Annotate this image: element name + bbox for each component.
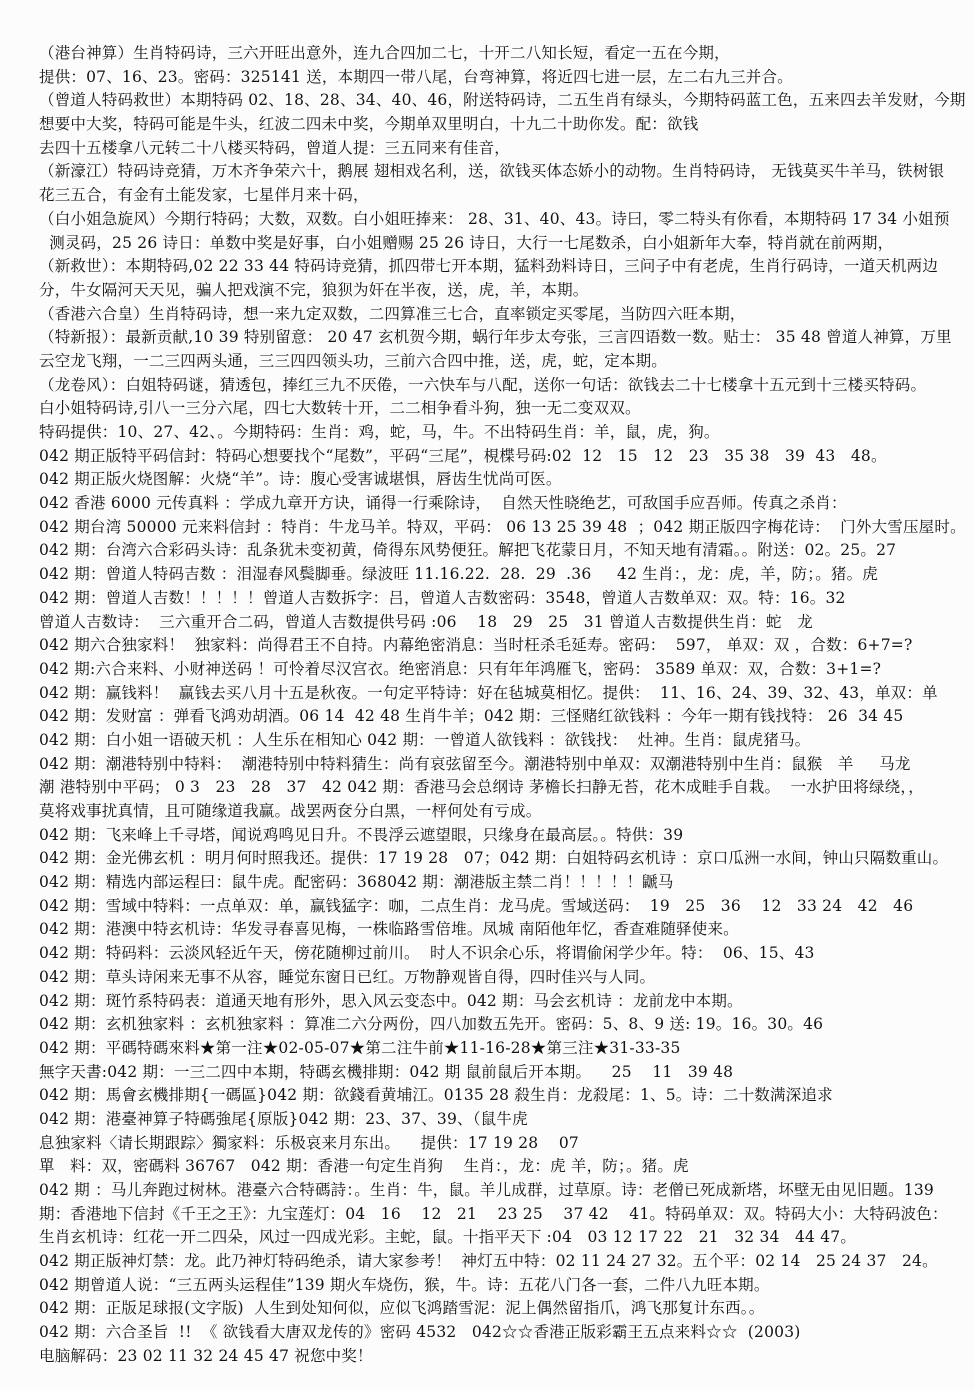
text-line: （曾道人特码救世）本期特码 02、18、28、34、40、46，附送特码诗，二五生肖有绿头，今期特码蓝工色，五来四去羊发财，今期 [39,91,966,110]
text-line: 單 料：双，密碼料 36767 042 期：香港一句定生肖狗 生肖：，龙：虎 羊，防；。猪。虎 [39,1157,689,1176]
text-line: 042 期：特码料：云淡风轻近午天，傍花随柳过前川。 时人不识余心乐，将谓偷闲学少年。特： 06、15、43 [39,944,815,963]
text-line: 曾道人吉数诗： 三六重开合二码，曾道人吉数提供号码 :06 18 29 25 31 曾道人吉数提供生肖：蛇 龙 [39,612,813,631]
text-line: 042 期：台湾六合彩码头诗：乱条犹未变初黄，倚得东风势便狂。解把飞花蒙日月，不知天地有清霜。。附送：02。25。27 [39,541,897,560]
text-line: 去四十五楼拿八元转二十八楼买特码，曾道人提：三五同来有佳音， [39,138,511,157]
text-line: 042 期：六合圣旨 !! 《 欲钱看大唐双龙传的》密码 4532 042☆☆香港正版彩霸王五点来料☆☆ (2003) [39,1323,801,1342]
text-line: 042 期正版火烧图解：火烧“羊”。诗：腹心受害诚堪惧，唇齿生忧尚可医。 [39,470,562,489]
text-line: 提供：07、16、23。密码：325141 送，本期四一带八尾，台弯神算，将近四七进一层，左二右九三并合。 [39,67,793,86]
text-line: 042 期：雪域中特料：一点单双：单，赢钱猛字：咖，二点生肖：龙马虎。雪域送码： 19 25 36 12 33 24 42 46 [39,896,914,915]
text-line: 無字天書:042 期：一三二四中本期，特碼玄機排期：042 期 鼠前鼠后开本期。 25 11 39 48 [39,1062,734,1081]
text-line: 白小姐特码诗,引八一三分六尾，四七大数转十开，二二相争看斗狗，独一无二变双双。 [39,399,641,418]
text-line: 042 期：曾道人特码吉数 ：泪湿春风鬓脚垂。绿波旺 11.16.22. 28. 29 .36 42 生肖：，龙：虎，羊，防；。猪。虎 [39,565,878,584]
text-line: 042 期：港澳中特玄机诗：华发寻春喜见梅，一株临路雪倍堆。凤城 南陌他年忆，香查难随驿使来。 [39,920,739,939]
text-line: 042 期六合独家料！ 独家料：尚得君王不自持。内幕绝密消息：当时枉杀毛延寿。密码： 597， 单双：双 ，合数：6+7=? [39,636,913,655]
document-body [39,42,970,1369]
text-line: （香港六合皇）生肖特码诗，想一来九定双数，二四算准三七合，直率锁定买零尾，当防四六旺本期， [39,304,746,323]
text-line: 042 期：发财富 ：弹看飞鸿劝胡酒。06 14 42 48 生肖牛羊；042 期：三怪赌红欲钱料 ：今年一期有钱找特： 26 34 45 [39,707,904,726]
text-line: 042 期：馬會玄機排期{一碼區}042 期：欲錢看黄埔江。0135 28 殺生肖：龙殺尾：1、5。诗：二十数满深追求 [39,1086,833,1105]
text-line: 042 期：曾道人吉数！！！！！曾道人吉数拆字：吕，曾道人吉数密码：3548，曾道人吉数单双：双。特：16。32 [39,588,846,607]
text-line: （白小姐急旋风）今期行特码；大数，双数。白小姐旺捧来： 28、31、40、43。诗曰，零二特头有你看，本期特码 17 34 小姐预 [39,209,950,228]
text-line: 042 期：草头诗闲来无事不从容，睡觉东窗日已红。万物静观皆自得，四时佳兴与人同。 [39,967,656,986]
text-line: 分，牛女隔河天天见，骗人把戏演不完，狼狈为奸在半夜，送，虎，羊，本期。 [39,280,589,299]
text-line: 042 期台湾 50000 元来料信封 ：特肖：牛龙马羊。特双，平码： 06 13 25 39 48 ；042 期正版四字梅花诗： 门外大雪压屋时。 [39,517,966,536]
text-line: 042 香港 6000 元传真料 ：学成九章开方诀，诵得一行乘除诗， 自然天性晓绝艺，可敌国手应吾师。传真之杀肖： [39,494,847,513]
text-line: 云空龙飞翔，一二三四两头通，三三四四领头功，三前六合四中推，送，虎，蛇，定本期。 [39,351,668,370]
text-line: 042 期：白小姐一语破天机 ：人生乐在相知心 042 期：一曾道人欲钱料 ：欲钱找： 灶神。生肖：鼠虎猪马。 [39,730,811,749]
text-line: 测灵码，25 26 诗日：单数中奖是好事，白小姐赠赐 25 26 诗日，大行一七尾数杀，白小姐新年大奉，特肖就在前两期， [39,233,894,252]
text-line: （特新报）：最新贡献,10 39 特别留意： 20 47 玄机贺今期，蜗行年步太夸张，三言四语数一数。贴士： 35 48 曾道人神算，万里 [39,328,952,347]
text-line: 042 期：金光佛玄机 ：明月何时照我还。提供：17 19 28 07；042 期：白姐特码玄机诗 ：京口瓜洲一水间，钟山只隔数重山。 [39,849,949,868]
text-line: 042 期：平碼特碼來料★第一注★02-05-07★第二注牛前★11-16-28★第三注★31-33-35 [39,1038,681,1057]
text-line: 042 期：玄机独家料 ：玄机独家料 ：算准二六分两份，四八加数五先开。密码：5、8、9 送: 19。16。30。46 [39,1015,824,1034]
text-line: 生肖玄机诗：红花一开二四朵，风过一四成光彩。主蛇，鼠。十指平天下 :04 03 12 17 22 21 32 34 44 47。 [39,1228,857,1247]
text-line: 042 期：斑竹系特码表：道通天地有形外，思入风云变态中。042 期：马会玄机诗 ：龙前龙中本期。 [39,991,743,1010]
text-line: 电脑解码：23 02 11 32 24 45 47 祝您中奖！ [39,1346,373,1365]
text-line: 042 期正版特平码信封：特码心想要找个“尾数”，平码“三尾”，梘楪号码:02 12 15 12 23 35 38 39 43 48。 [39,446,887,465]
text-line: 花三五合，有金有土能发家，七星伴月来十码， [39,186,369,205]
text-line: 特码提供：10、27、42、。今期特码：生肖：鸡，蛇，马，牛。不出特码生肖：羊，鼠，虎，狗。 [39,423,720,441]
text-line: 042 期曾道人说：“三五两头运程佳”139 期火车烧伤，猴，牛。诗：五花八门各一套，二件八九旺本期。 [39,1275,770,1294]
text-line: 042 期正版神灯禁：龙。此乃神灯特码绝杀，请大家参考！ 神灯五中特：02 11 24 27 32。五个平：02 14 25 24 37 24。 [39,1252,938,1271]
text-line: 042 期：飞来峰上千寻塔，闻说鸡鸣见日升。不畏浮云遮望眼，只缘身在最高层。。特供：39 [39,825,684,844]
text-line: （新救世）：本期特码,02 22 33 44 特码诗竞猜，抓四带七开本期，猛料劲料诗日，三问子中有老虎，生肖行码诗，一道天机两边 [39,257,939,276]
text-line: 潮 港特别中平码； 0 3 23 28 37 42 042 期：香港马会总纲诗 茅檐长扫静无苔，花木成畦手自栽。 一水护田将绿绕，， [39,778,924,797]
text-line: 息独家料〈请长期跟踪〉獨家料：乐极哀来月东出。 提供：17 19 28 07 [39,1133,579,1152]
text-line: 042 期：精选内部运程曰：鼠牛虎。配密码：368042 期：潮港版主禁二肖！！！！！鼶马 [39,873,674,892]
text-line: 042 期:六合来料、小财神送码 ！可怜着尽汉宫衣。绝密消息：只有年年鸿雁飞，密码： 3589 单双：双，合数：3+1=? [39,659,882,678]
text-line: 想要中大奖，特码可能是牛头，红波二四未中奖，今期单双里明白，十九二十助你发。配：欲钱 [39,115,699,134]
text-line: （新濠江）特码诗竞猜，万木齐争荣六十，鹅展 翅相戏名利，送，欲钱买体态娇小的动物。生肖特码诗， 无钱莫买牛羊马，铁树银 [39,162,945,181]
text-line: 期：香港地下信封《千王之王》：九宝莲灯：04 16 12 21 23 25 37 42 41。特码单双：双。特码大小：大特码波色： [39,1204,948,1223]
text-line: （龙卷风）：白姐特码谜，猜透包，捧红三九不厌倦，一六快车与八配，送你一句话：欲钱去二十七楼拿十五元到十三楼买特码。 [39,375,927,394]
text-line: 042 期 ：马儿奔跑过树林。港臺六合特碼詩：。生肖：牛，鼠。羊儿成群，过草原。诗：老僧已死成新塔，坏壁无由见旧题。139 [39,1181,934,1199]
text-line: 042 期：正版足球报(文字版) 人生到处知何似，应似飞鸿踏雪泥：泥上偶然留指爪，鸿飞那复计东西。。 [39,1299,765,1318]
text-line: 042 期：赢钱料！ 赢钱去买八月十五是秋夜。一句定平特诗：好在毡城莫相忆。提供： 11、16、24、39、32、43，单双：单 [39,683,938,702]
text-line: 042 期：港臺神算子特碼強尾{原版}042 期：23、37、39、（鼠牛虎 [39,1109,528,1128]
text-line: （港台神算）生肖特码诗，三六开旺出意外，连九合四加二七，十开二八知长短，看定一五在今期， [39,44,730,62]
text-line: 莫将戏事扰真情，且可随缘道我赢。战罢两奁分白黑，一枰何处有亏成。 [39,802,542,820]
text-line: 042 期：潮港特别中特料： 潮港特别中特料猜生：尚有哀弦留至今。潮港特别中单双：双潮港特别中生肖：鼠猴 羊 马龙 [39,754,911,773]
